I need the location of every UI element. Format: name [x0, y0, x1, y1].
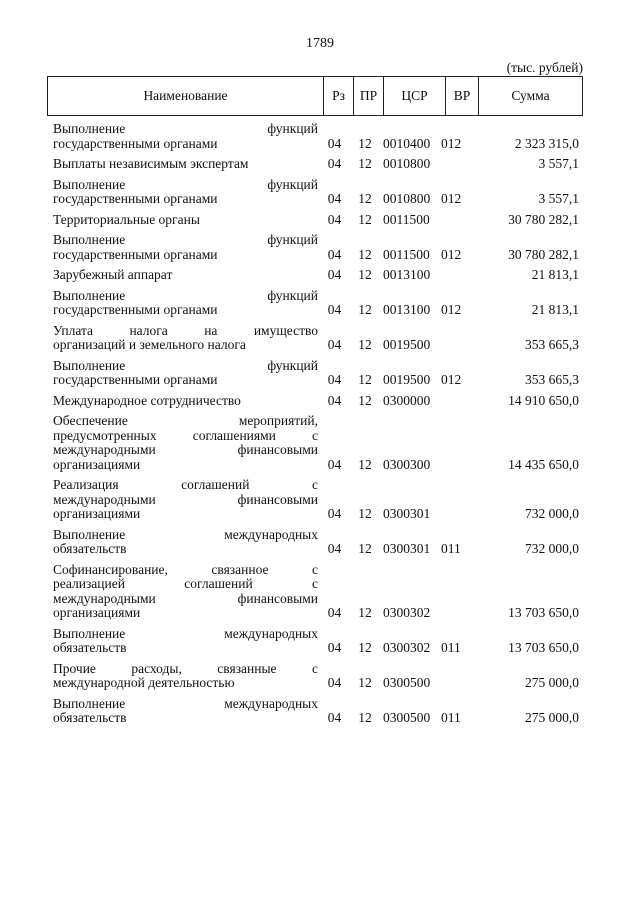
row-name-line: международными финансовыми [53, 590, 318, 606]
table-row [53, 627, 579, 656]
row-rz: 04 [327, 135, 342, 151]
row-name [53, 289, 318, 318]
row-csr: 0300500 [383, 675, 431, 690]
row-name [53, 662, 318, 691]
row-name-line: международными финансовыми [53, 442, 318, 457]
row-csr: 0019500 [383, 372, 431, 387]
row-csr: 0010400 [383, 135, 431, 151]
row-sum: 275 000,0 [525, 675, 579, 690]
row-vr: 011 [441, 710, 461, 725]
row-name-line: Софинансирование, связанное с [53, 561, 318, 577]
row-name-line: организациями [53, 506, 141, 521]
row-name [53, 178, 318, 207]
row-name-line: Выполнение функций [53, 232, 318, 247]
row-csr: 0300000 [383, 392, 431, 408]
table-body [53, 122, 579, 732]
row-sum: 353 665,3 [525, 337, 579, 352]
row-csr: 0011500 [383, 211, 430, 227]
row-rz: 04 [327, 506, 342, 521]
row-csr: 0300301 [383, 541, 431, 556]
row-name-line: Прочие расходы, связанные с [53, 660, 318, 676]
row-pr: 12 [358, 392, 372, 408]
row-vr: 011 [441, 640, 461, 655]
row-name-line: предусмотренных соглашениями с [53, 427, 318, 443]
row-name-line: Выплаты независимым экспертам [53, 156, 249, 171]
row-sum: 732 000,0 [525, 506, 579, 521]
row-pr: 12 [358, 156, 372, 171]
row-csr: 0300302 [383, 640, 431, 655]
row-csr: 0010800 [383, 156, 431, 171]
header-name: Наименование [143, 88, 228, 103]
table-row [53, 157, 579, 172]
row-name [53, 233, 318, 262]
row-pr: 12 [358, 605, 372, 620]
row-name [53, 528, 318, 557]
header-vr: ВР [445, 77, 478, 115]
row-rz: 04 [327, 392, 342, 408]
row-csr: 0013100 [383, 267, 431, 282]
row-name-line: Территориальные органы [53, 211, 200, 227]
row-name [53, 213, 318, 228]
row-rz: 04 [327, 337, 342, 352]
row-rz: 04 [327, 211, 342, 227]
row-pr: 12 [358, 246, 372, 262]
row-rz: 04 [327, 156, 342, 171]
row-vr: 012 [441, 135, 462, 151]
row-name-line: Обеспечение мероприятий, [53, 413, 318, 428]
row-name-line: Выполнение функций [53, 176, 318, 192]
row-name-line: обязательств [53, 710, 127, 725]
row-sum: 30 780 282,1 [508, 211, 579, 227]
header-sum: Сумма [478, 77, 582, 115]
row-vr: 011 [441, 541, 461, 556]
row-csr: 0300300 [383, 456, 431, 472]
table-row [53, 697, 579, 726]
row-name-line: международной деятельностью [53, 675, 235, 690]
row-name-line: обязательств [53, 640, 127, 655]
row-name-line: государственными органами [53, 372, 218, 387]
row-name-line: государственными органами [53, 246, 218, 262]
row-csr: 0013100 [383, 302, 431, 317]
row-name-line: Международное сотрудничество [53, 392, 241, 408]
row-sum: 3 557,1 [538, 191, 579, 206]
row-csr: 0300302 [383, 605, 431, 620]
row-csr: 0300500 [383, 710, 431, 725]
header-rz: Рз [323, 77, 353, 115]
row-sum: 732 000,0 [525, 541, 579, 556]
table-row [53, 268, 579, 283]
row-name-line: государственными органами [53, 302, 218, 317]
row-pr: 12 [358, 211, 372, 227]
row-name [53, 563, 318, 621]
row-vr: 012 [441, 191, 462, 206]
table-row [53, 122, 579, 151]
table-row [53, 528, 579, 557]
row-sum: 21 813,1 [531, 302, 579, 317]
row-csr: 0011500 [383, 246, 430, 262]
row-pr: 12 [358, 541, 372, 556]
table-row [53, 213, 579, 228]
row-name [53, 394, 318, 409]
row-name-line: организациями [53, 456, 141, 472]
row-sum: 3 557,1 [538, 156, 579, 171]
row-sum: 14 435 650,0 [508, 456, 579, 472]
row-csr: 0019500 [383, 337, 431, 352]
row-name [53, 157, 318, 172]
table-row [53, 359, 579, 388]
row-sum: 275 000,0 [525, 710, 579, 725]
header-pr: ПР [353, 77, 383, 115]
row-rz: 04 [327, 267, 342, 282]
row-name-line: государственными органами [53, 191, 218, 206]
row-name-line: государственными органами [53, 135, 218, 151]
row-name-line: международными финансовыми [53, 491, 318, 507]
header-csr: ЦСР [383, 77, 445, 115]
table-header [47, 76, 583, 116]
row-pr: 12 [358, 372, 372, 387]
row-sum: 353 665,3 [525, 372, 579, 387]
row-sum: 13 703 650,0 [508, 640, 579, 655]
row-rz: 04 [327, 675, 342, 690]
table-row [53, 563, 579, 621]
row-name [53, 122, 318, 151]
row-pr: 12 [358, 640, 372, 655]
row-rz: 04 [327, 456, 342, 472]
row-name-line: Выполнение международных [53, 526, 318, 542]
row-pr: 12 [358, 337, 372, 352]
units-label: (тыс. рублей) [506, 60, 583, 75]
row-sum: 30 780 282,1 [508, 246, 579, 262]
row-name-line: Выполнение функций [53, 287, 318, 303]
row-name-line: реализацией соглашений с [53, 576, 318, 591]
row-pr: 12 [358, 267, 372, 282]
row-pr: 12 [358, 506, 372, 521]
table-row [53, 478, 579, 522]
row-pr: 12 [358, 675, 372, 690]
row-name-line: Выполнение международных [53, 625, 318, 641]
table-row [53, 289, 579, 318]
row-name-line: Реализация соглашений с [53, 477, 318, 492]
row-csr: 0300301 [383, 506, 431, 521]
table-row [53, 324, 579, 353]
row-name [53, 359, 318, 388]
row-name [53, 324, 318, 353]
row-name-line: Выполнение функций [53, 357, 318, 373]
table-row [53, 662, 579, 691]
row-rz: 04 [327, 191, 342, 206]
row-pr: 12 [358, 135, 372, 151]
row-name-line: Выполнение функций [53, 121, 318, 136]
row-name-line: организаций и земельного налога [53, 337, 246, 352]
row-name [53, 414, 318, 472]
row-rz: 04 [327, 372, 342, 387]
table-row [53, 414, 579, 472]
row-vr: 012 [441, 372, 462, 387]
row-pr: 12 [358, 456, 372, 472]
row-name-line: организациями [53, 605, 141, 620]
row-name-line: Выполнение международных [53, 695, 318, 711]
row-sum: 14 910 650,0 [508, 392, 579, 408]
row-name [53, 627, 318, 656]
row-pr: 12 [358, 302, 372, 317]
row-rz: 04 [327, 640, 342, 655]
row-name-line: Уплата налога на имущество [53, 322, 318, 338]
row-pr: 12 [358, 191, 372, 206]
row-name [53, 478, 318, 522]
row-rz: 04 [327, 541, 342, 556]
table-row [53, 233, 579, 262]
row-name [53, 268, 318, 283]
row-csr: 0010800 [383, 191, 431, 206]
row-vr: 012 [441, 302, 462, 317]
row-rz: 04 [327, 710, 342, 725]
row-pr: 12 [358, 710, 372, 725]
row-vr: 012 [441, 246, 462, 262]
row-rz: 04 [327, 246, 342, 262]
row-rz: 04 [327, 605, 342, 620]
row-sum: 21 813,1 [531, 267, 579, 282]
row-name-line: обязательств [53, 541, 127, 556]
row-sum: 13 703 650,0 [508, 605, 579, 620]
row-name-line: Зарубежный аппарат [53, 267, 173, 282]
page-number: 1789 [306, 36, 334, 51]
row-name [53, 697, 318, 726]
row-sum: 2 323 315,0 [514, 135, 579, 151]
row-rz: 04 [327, 302, 342, 317]
table-row [53, 394, 579, 409]
table-row [53, 178, 579, 207]
